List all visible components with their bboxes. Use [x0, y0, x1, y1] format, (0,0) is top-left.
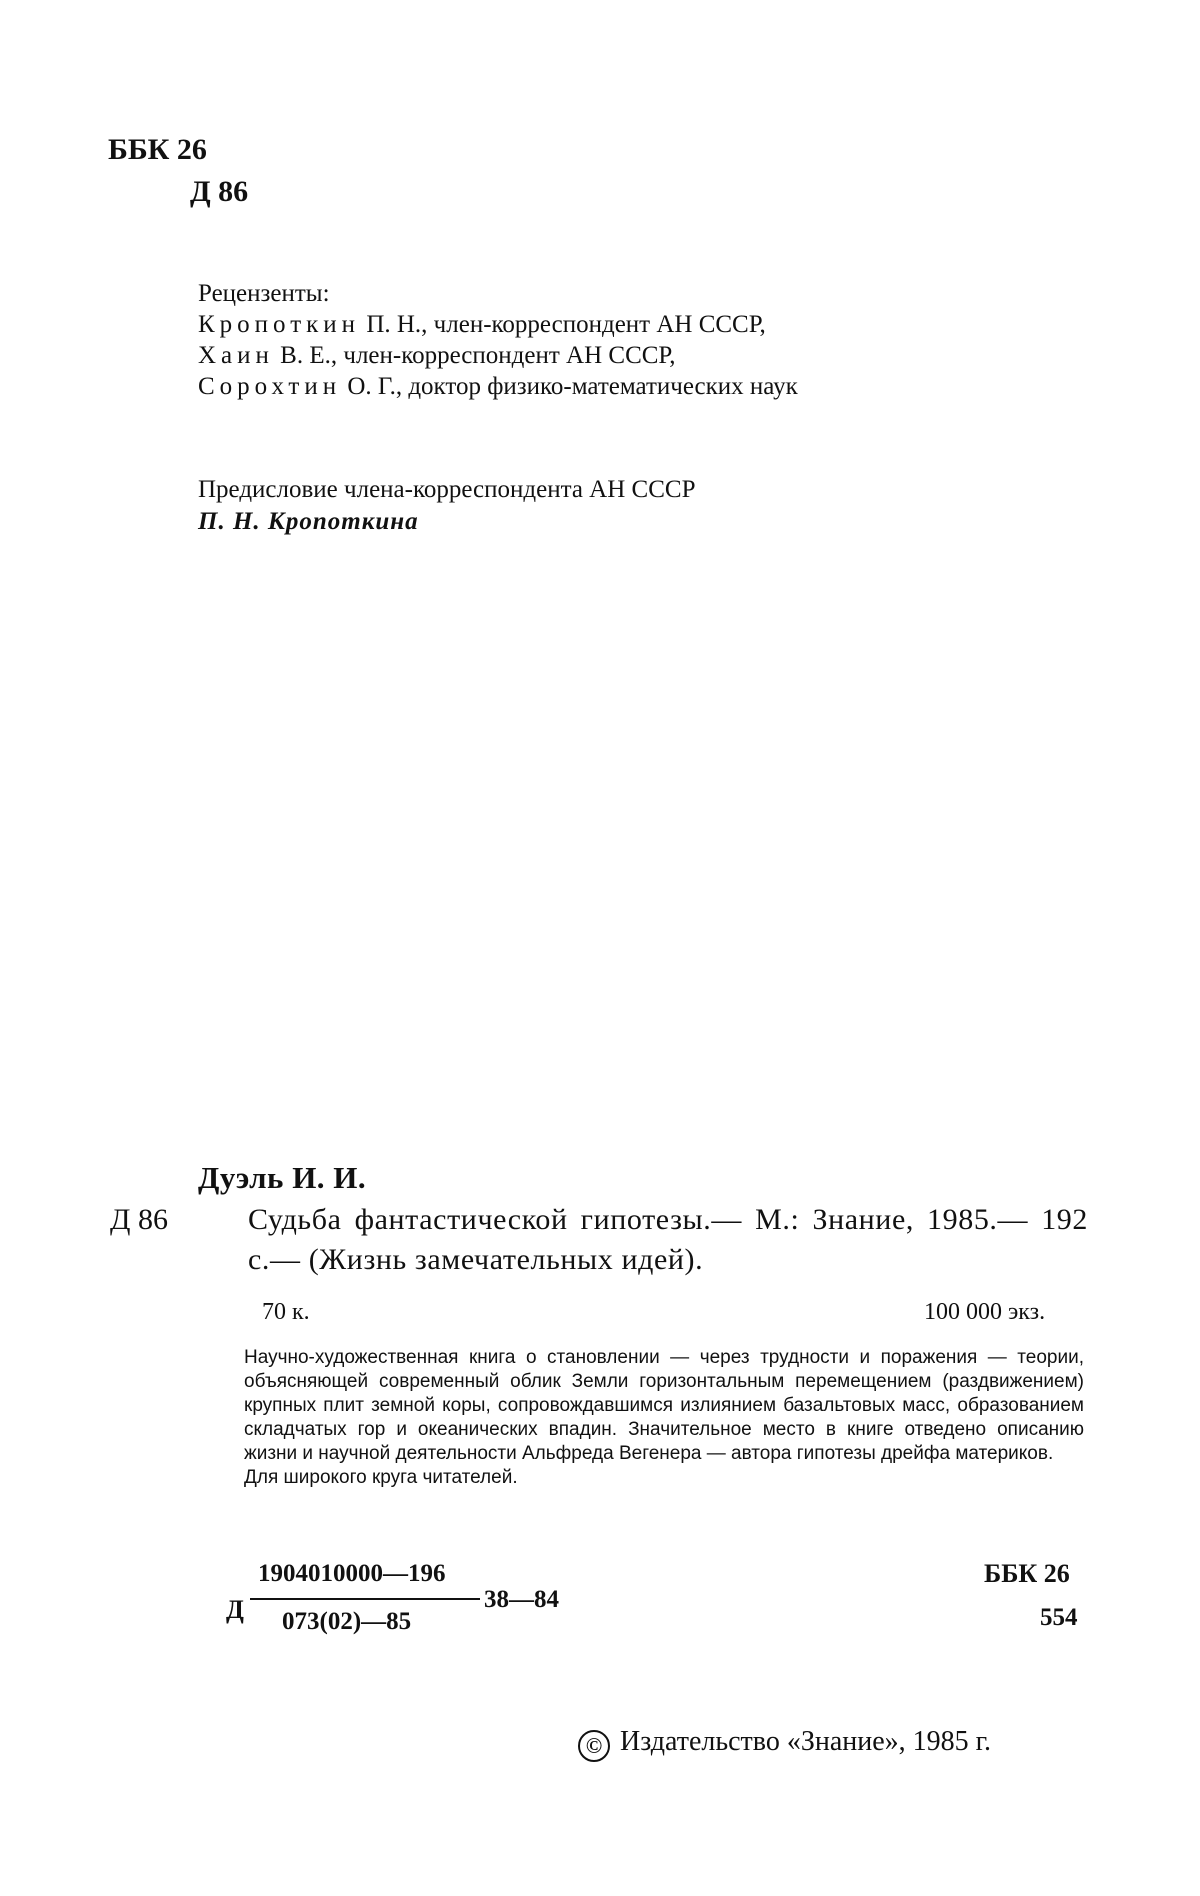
index-numerator: 1904010000—196: [258, 1560, 446, 1587]
annotation-text: Научно-художественная книга о становлении — через трудности и поражения — теории, объясняющей современный облик Земли горизонтальным перемещением (раздвижением) крупных плит земной коры, сопровождавшимся излиянием базальтовых масс, образованием складчатых гор и океанических впадин. Значительное место в книге отведено описанию жизни и научной деятельности Альфреда Вегенера — автора гипотезы дрейфа материков.: [244, 1347, 1084, 1464]
bbk-bottom: ББК 26: [984, 1559, 1070, 1588]
reviewer-details: В. Е., член-корреспондент АН СССР,: [273, 342, 676, 369]
copyright-icon: ©: [578, 1730, 610, 1762]
reviewers-block: [198, 278, 798, 402]
annotation: [244, 1346, 1084, 1490]
audience-note: Для широкого круга читателей.: [244, 1467, 518, 1488]
reviewer-details: О. Г., доктор физико-математических наук: [341, 373, 798, 400]
index-tail: 38—84: [484, 1586, 559, 1613]
print-run: 100 000 экз.: [924, 1299, 1046, 1325]
reviewer-line: [198, 340, 798, 371]
entry-title: Судьба фантастической гипотезы.— М.: Знание, 1985.— 192 с.— (Жизнь замечательных идей).: [248, 1203, 1088, 1276]
reviewer-details: П. Н., член-корреспондент АН СССР,: [360, 311, 766, 338]
preface-author: П. Н. Кропоткина: [198, 508, 419, 535]
preface-line: Предисловие члена-корреспондента АН СССР: [198, 476, 696, 503]
copyright-text: Издательство «Знание», 1985 г.: [620, 1726, 991, 1757]
preface-block: [198, 474, 695, 538]
index-letter: Д: [226, 1595, 244, 1624]
index-denominator: 073(02)—85: [282, 1608, 412, 1635]
reviewer-line: [198, 371, 798, 402]
reviewers-heading: Рецензенты:: [198, 280, 330, 307]
bbk-number: 554: [1040, 1604, 1078, 1631]
reviewer-name: Хаин: [198, 342, 274, 369]
price: 70 к.: [262, 1299, 310, 1325]
author-mark: Д 86: [190, 175, 249, 208]
fraction-line: [250, 1598, 480, 1600]
reviewer-name: Сорохтин: [198, 373, 342, 400]
copyright-line: [578, 1724, 991, 1762]
entry-author: Дуэль И. И.: [198, 1160, 367, 1195]
entry-code: Д 86: [110, 1203, 168, 1236]
reviewer-name: Кропоткин: [198, 311, 361, 338]
bbk-classification: ББК 26: [108, 133, 207, 166]
reviewer-line: [198, 309, 798, 340]
